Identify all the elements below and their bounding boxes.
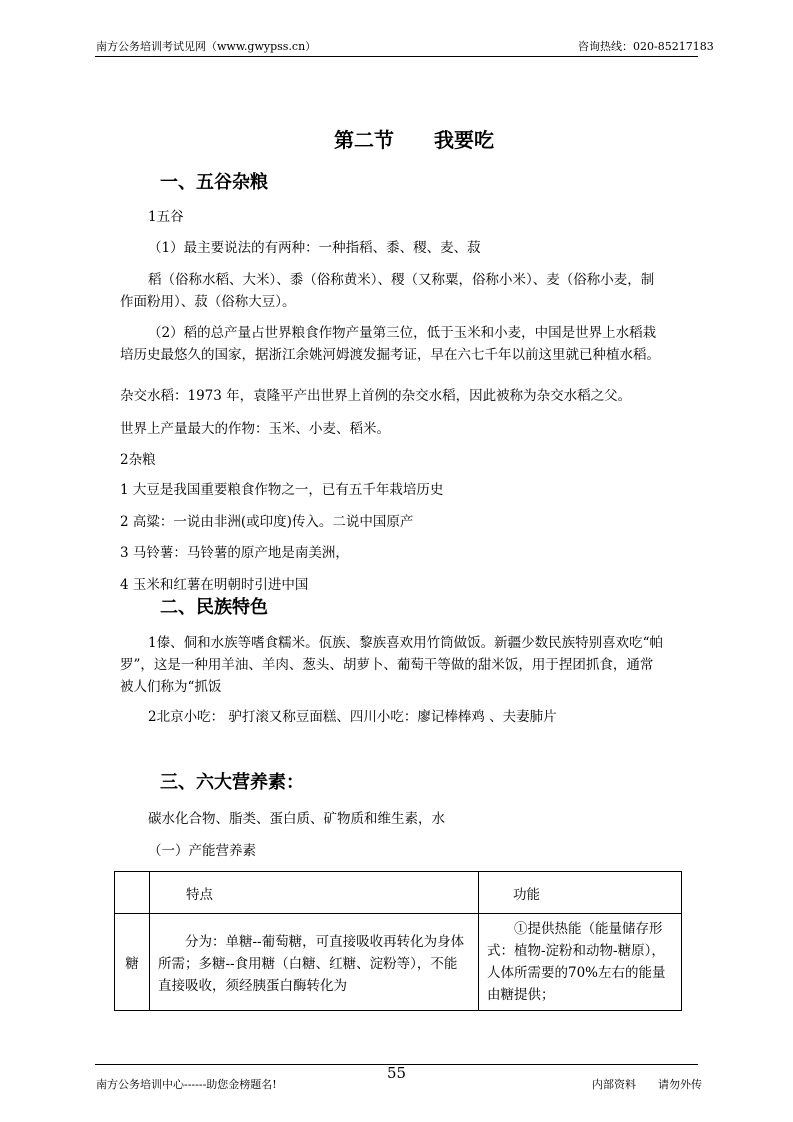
list-item: 3 马铃薯：马铃薯的原产地是南美洲， [120,545,349,561]
section2-p1-line3: 被人们称为“抓饭 [120,679,222,695]
table-row [115,914,682,1011]
section1-p4: 杂交水稻：1973 年，袁隆平产出世界上首例的杂交水稻，因此被称为杂交水稻之父。 [120,388,632,404]
section1-p3-line1: （2）稻的总产量占世界粮食作物产量第三位，低于玉米和小麦，中国是世界上水稻栽 [148,325,657,341]
list-item: 4 玉米和红薯在明朝时引进中国 [120,577,309,593]
section1-p2-line1: 稻（俗称水稻、大米）、黍（俗称黄米）、稷（又称粟，俗称小米）、麦（俗称小麦，制 [148,272,655,288]
function-text: ①提供热能（能量储存形式：植物-淀粉和动物-糖原），人体所需要的70%左右的能量由糖提供； [487,921,666,1003]
section2-p2: 2北京小吃： 驴打滚又称豆面糕、四川小吃：廖记棒棒鸡 、夫妻肺片 [148,709,557,725]
footer-left: 南方公务培训中心------助您金榜题名! [96,1078,277,1091]
list-item: 1 大豆是我国重要粮食作物之一，已有五千年栽培历史 [120,482,444,498]
table-cell-name: 糖 [115,914,150,1011]
section1-heading: 一、五谷杂粮 [160,172,268,193]
table-header-cell: 功能 [479,872,682,914]
table-cell-function [479,914,682,1011]
section2-heading: 二、民族特色 [160,597,268,618]
section2-p1-line1: 1傣、侗和水族等嗜食糯米。佤族、黎族喜欢用竹筒做饭。新疆少数民族特别喜欢吃“帕 [148,635,663,651]
section3-heading: 三、六大营养素： [160,772,304,793]
table-header-cell [115,872,150,914]
section1-p5: 世界上产量最大的作物：玉米、小麦、稻米。 [120,421,390,437]
page-number: 55 [387,1064,407,1082]
header-right: 咨询热线：020-85217183 [578,40,714,53]
header-left: 南方公务培训考试见网（www.gwypss.cn） [96,40,317,53]
section1-sub2: 2杂粮 [120,452,156,468]
section2-p1-line2: 罗”，这是一种用羊油、羊肉、葱头、胡萝卜、葡萄干等做的甜米饭，用于捏团抓食，通常 [120,657,654,673]
section1-sub1: 1五谷 [148,209,184,225]
feature-text: 分为：单糖--葡萄糖，可直接吸收再转化为身体所需；多糖--食用糖（白糖、红糖、淀粉等），不能直接吸收，须经胰蛋白酶转化为 [158,934,465,994]
table-header-cell: 特点 [150,872,479,914]
nutrient-table [114,871,682,1011]
list-item: 2 高粱：一说由非洲(或印度)传入。二说中国原产 [120,514,414,530]
section1-p2-line2: 作面粉用）、菽（俗称大豆）。 [120,294,296,310]
section3-p2: （一）产能营养素 [148,843,256,859]
section3-p1: 碳水化合物、脂类、蛋白质、矿物质和维生素，水 [148,811,445,827]
header-rule [95,56,698,57]
page-title: 第二节 我要吃 [334,128,494,152]
footer-right: 内部资料 请勿外传 [592,1078,702,1091]
section1-p3-line2: 培历史最悠久的国家，据浙江余姚河姆渡发掘考证，早在六七千年以前这里就已种植水稻。 [120,347,660,363]
section1-p1: （1）最主要说法的有两种：一种指稻、黍、稷、麦、菽 [148,240,481,256]
table-cell-feature [150,914,479,1011]
table-header-row [115,872,682,914]
